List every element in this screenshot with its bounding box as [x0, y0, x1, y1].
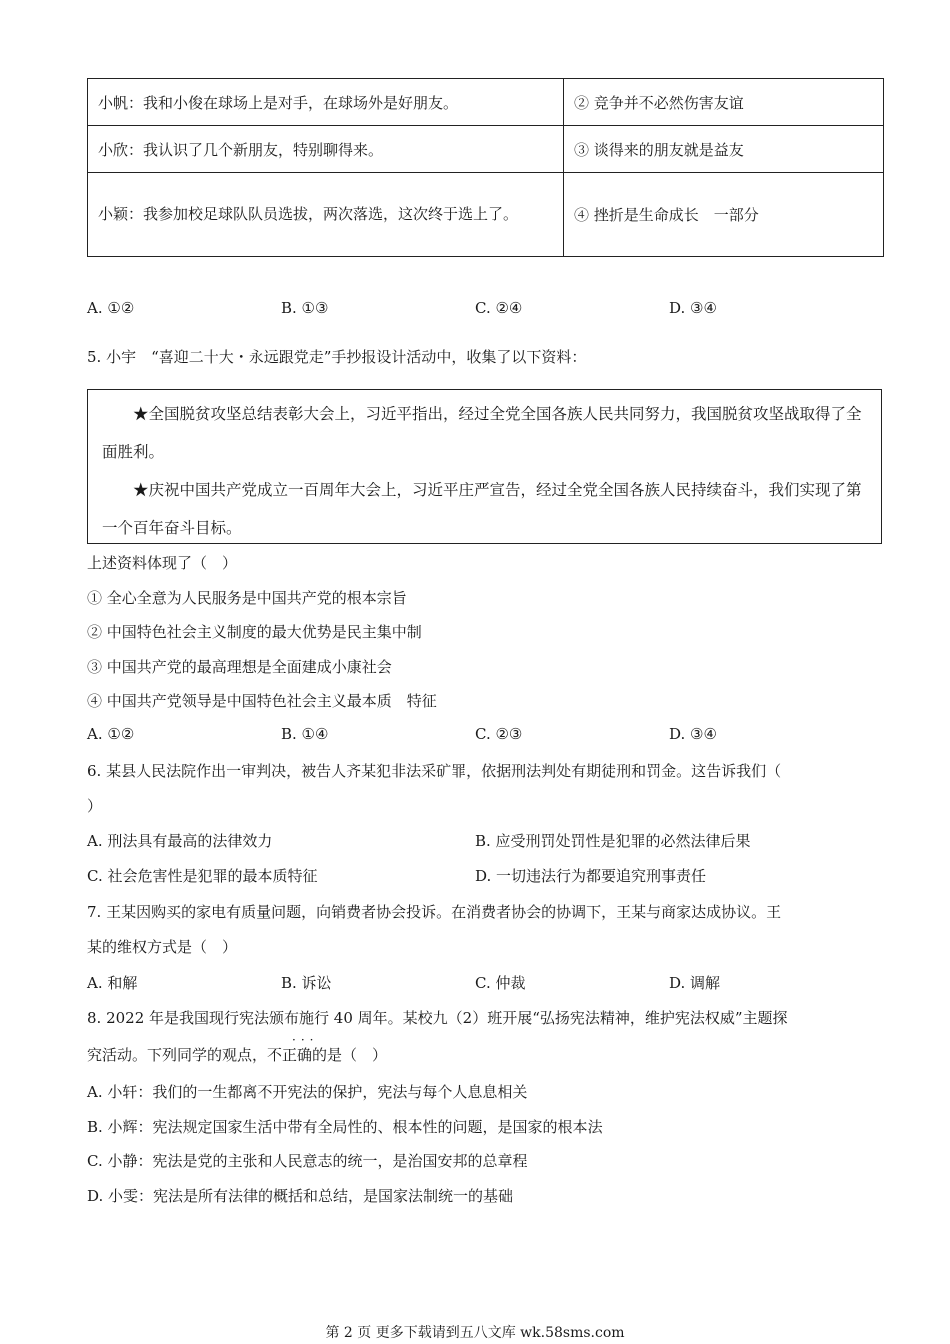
q7-option-a: A. 和解	[87, 974, 138, 992]
q5-option-c: C. ②③	[475, 725, 523, 743]
q5-item-2: ② 中国特色社会主义制度的最大优势是民主集中制	[87, 623, 422, 641]
table-cell-view: ② 竞争并不必然伤害友谊	[564, 79, 884, 126]
q8-stem-line1: 8. 2022 年是我国现行宪法颁布施行 40 周年。某校九（2）班开展“弘扬宪法精神，维护宪法权威”主题探	[87, 1009, 788, 1027]
q7-stem-line2: 某的维权方式是（ ）	[87, 938, 238, 956]
emphasis-dots: ···	[292, 1033, 319, 1047]
q5-item-3: ③ 中国共产党的最高理想是全面建成小康社会	[87, 658, 392, 676]
q8-option-d: D. 小雯：宪法是所有法律的概括和总结，是国家法制统一的基础	[87, 1187, 514, 1205]
table-row	[88, 126, 884, 173]
q5-option-a: A. ①②	[87, 725, 135, 743]
table-cell-statement: 小欣：我认识了几个新朋友，特别聊得来。	[88, 126, 564, 173]
q7-stem-line1: 7. 王某因购买的家电有质量问题，向销费者协会投诉。在消费者协会的协调下，王某与商家达成协议。王	[87, 903, 782, 921]
q6-option-c: C. 社会危害性是犯罪的最本质特征	[87, 867, 318, 885]
q5-item-1: ① 全心全意为人民服务是中国共产党的根本宗旨	[87, 589, 407, 607]
table-row	[88, 173, 884, 257]
q8-option-b: B. 小辉：宪法规定国家生活中带有全局性的、根本性的问题，是国家的根本法	[87, 1118, 603, 1136]
q7-option-b: B. 诉讼	[281, 974, 332, 992]
q5-material-2: ★庆祝中国共产党成立一百周年大会上，习近平庄严宣告，经过全党全国各族人民持续奋斗，我们实现了第一个百年奋斗目标。	[102, 481, 862, 537]
q8-option-c: C. 小静：宪法是党的主张和人民意志的统一，是治国安邦的总章程	[87, 1152, 528, 1170]
matching-table	[87, 78, 884, 257]
q4-option-b: B. ①③	[281, 299, 329, 317]
q6-stem-line1: 6. 某县人民法院作出一审判决，被告人齐某犯非法采矿罪，依据刑法判处有期徒刑和罚金。这告诉我们（	[87, 762, 782, 780]
table-cell-view: ③ 谈得来的朋友就是益友	[564, 126, 884, 173]
q6-option-d: D. 一切违法行为都要追究刑事责任	[475, 867, 707, 885]
q4-option-c: C. ②④	[475, 299, 523, 317]
q4-option-d: D. ③④	[669, 299, 717, 317]
q5-materials-box	[87, 389, 882, 544]
table-cell-statement: 小帆：我和小俊在球场上是对手，在球场外是好朋友。	[88, 79, 564, 126]
q5-material-1: ★全国脱贫攻坚总结表彰大会上，习近平指出，经过全党全国各族人民共同努力，我国脱贫攻坚战取得了全面胜利。	[102, 405, 862, 461]
q8-stem-line2: 究活动。下列同学的观点，不正确的是（ ）	[87, 1046, 388, 1064]
q5-stem: 5. 小宇 “喜迎二十大・永远跟党走”手抄报设计活动中，收集了以下资料：	[87, 348, 587, 366]
table-row	[88, 79, 884, 126]
q5-question: 上述资料体现了（ ）	[87, 554, 238, 572]
q8-option-a: A. 小轩：我们的一生都离不开宪法的保护，宪法与每个人息息相关	[87, 1083, 528, 1101]
q6-stem-line2: ）	[87, 797, 103, 815]
q5-item-4: ④ 中国共产党领导是中国特色社会主义最本质 特征	[87, 692, 437, 710]
page-footer: 第 2 页 更多下载请到五八文库 wk.58sms.com	[325, 1325, 625, 1341]
q5-option-b: B. ①④	[281, 725, 329, 743]
q7-option-d: D. 调解	[669, 974, 721, 992]
q6-option-a: A. 刑法具有最高的法律效力	[87, 832, 273, 850]
q6-option-b: B. 应受刑罚处罚性是犯罪的必然法律后果	[475, 832, 751, 850]
q5-option-d: D. ③④	[669, 725, 717, 743]
table-cell-statement: 小颖：我参加校足球队队员选拔，两次落选，这次终于选上了。	[88, 173, 564, 257]
q4-option-a: A. ①②	[87, 299, 135, 317]
table-cell-view: ④ 挫折是生命成长 一部分	[564, 173, 884, 257]
q7-option-c: C. 仲裁	[475, 974, 526, 992]
